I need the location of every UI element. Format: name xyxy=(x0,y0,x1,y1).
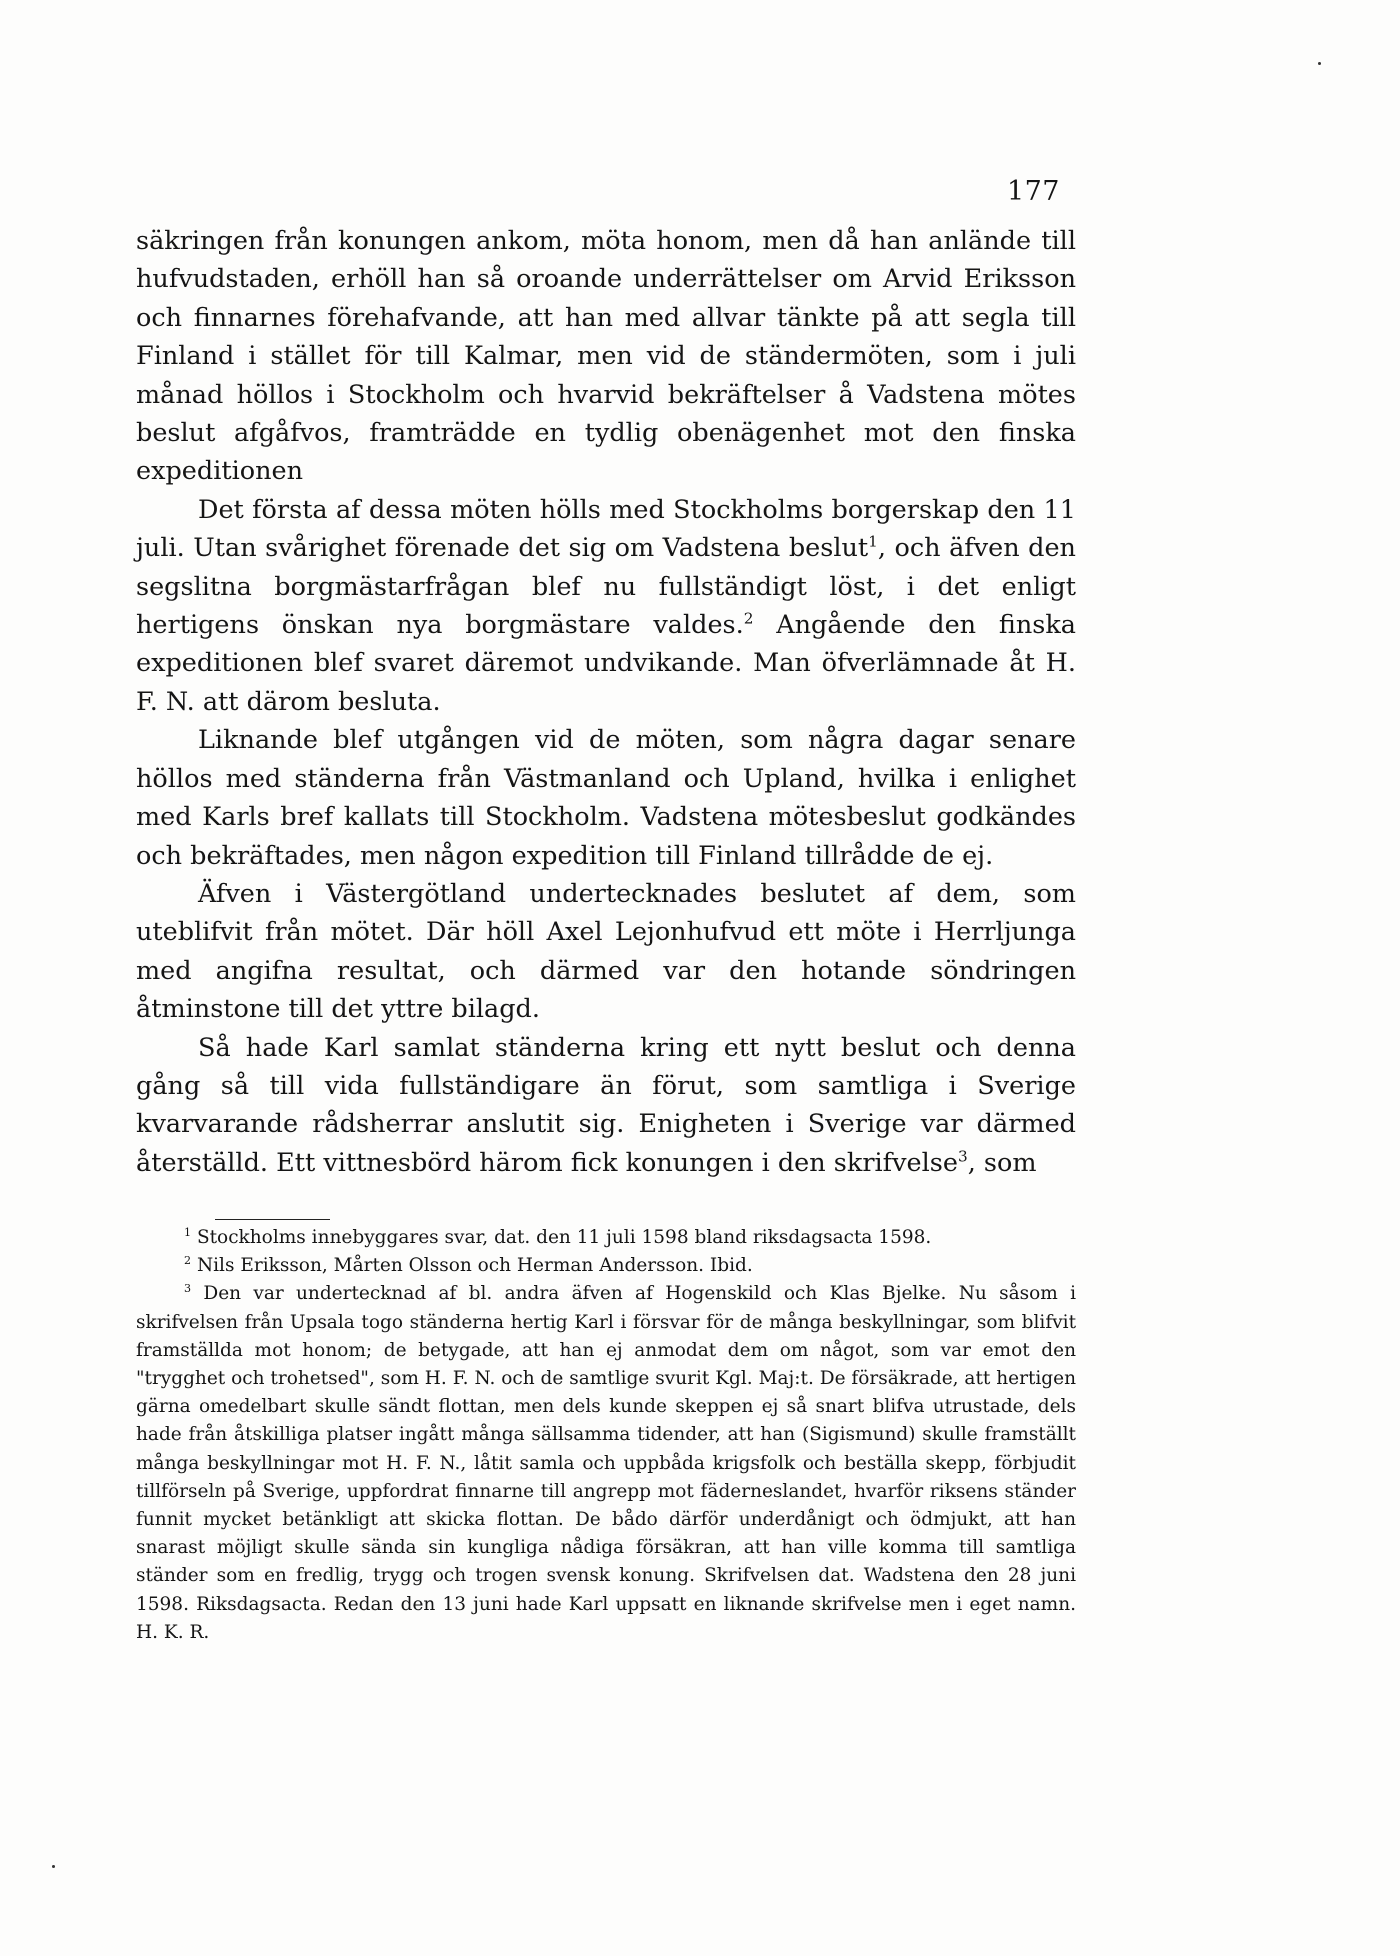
print-speck xyxy=(1318,62,1321,65)
paragraph-text: , och äfven den segslitna borgmästarfrågan blef nu fullständigt löst, i det enligt hertigens önskan nya borgmästare valdes. xyxy=(136,533,1076,641)
paragraph-5 xyxy=(136,1029,1076,1183)
footnote-mark: 1 xyxy=(184,1225,192,1239)
main-text xyxy=(136,222,1076,1182)
footnote-ref: 3 xyxy=(957,1147,968,1166)
footnote-3 xyxy=(136,1280,1076,1647)
page-number: 177 xyxy=(1006,176,1060,207)
paragraph-text: Äfven i Västergötland undertecknades beslutet af dem, som uteblifvit från mötet. Där höll Axel Lejonhufvud ett möte i Herrljunga med angifna resultat, och därmed var den hotande söndringen åtminstone till det yttre bilagd. xyxy=(136,878,1076,1025)
paragraph-text: Det första af dessa möten hölls med Stockholms borgerskap den 11 juli. Utan svårighet förenade det sig om Vadstena beslut xyxy=(136,494,1076,564)
footnote-text: Den var undertecknad af bl. andra äfven af Hogenskild och Klas Bjelke. Nu såsom i skrifvelsen från Upsala togo ständerna hertig Karl i försvar för de många beskyllningar, som blifvit framställda mot honom; de betygade, att han ej anmodat dem om något, som var emot den "trygghet och trohetsed", som H. F. N. och de samtlige svurit Kgl. Maj:t. De försäkrade, att hertigen gärna omedelbart skulle sändt flottan, men dels kunde skeppen ej så snart blifva utrustade, dels hade från åtskilliga platser ingått många sällsamma tidender, att han (Sigismund) skulle framställt många beskyllningar mot H. F. N., låtit samla och uppbåda krigsfolk och beställa skepp, förbjudit tillförseln på Sverige, uppfordrat finnarne till angrepp mot fäderneslandet, hvarför riksens ständer funnit mycket betänkligt att skicka flottan. De bådo därför underdånigt och ödmjukt, att han snarast möjligt skulle sända sin kungliga nådiga försäkran, att han ville komma till samtliga ständer som en fredlig, trygg och trogen svensk konung. Skrifvelsen dat. Wadstena den 28 juni 1598. Riksdagsacta. Redan den 13 juni hade Karl uppsatt en liknande skrifvelse men i eget namn. H. K. R. xyxy=(136,1283,1077,1643)
footnote-mark: 2 xyxy=(184,1254,192,1268)
footnote-mark: 3 xyxy=(184,1282,192,1296)
footnote-1 xyxy=(136,1224,1076,1252)
paragraph-3 xyxy=(136,721,1076,875)
paragraph-4 xyxy=(136,875,1076,1029)
paragraph-1 xyxy=(136,222,1076,491)
paragraph-2 xyxy=(136,491,1076,721)
footnote-text: Stockholms innebyggares svar, dat. den 11 juli 1598 bland riksdagsacta 1598. xyxy=(196,1227,932,1248)
paragraph-text: säkringen från konungen ankom, möta honom, men då han anlände till hufvudstaden, erhöll han så oroande underrättelser om Arvid Eriksson och finnarnes förehafvande, att han med allvar tänkte på att segla till Finland i stället för till Kalmar, men vid de ständermöten, som i juli månad höllos i Stockholm och hvarvid bekräftelser å Vadstena mötes beslut afgåfvos, framträdde en tydlig obenägenhet mot den finska expeditionen xyxy=(136,226,1076,487)
print-speck xyxy=(52,1865,55,1868)
footnotes xyxy=(136,1224,1076,1647)
paragraph-text: Liknande blef utgången vid de möten, som några dagar senare höllos med ständerna från Västmanland och Upland, hvilka i enlighet med Karls bref kallats till Stockholm. Vadstena mötesbeslut godkändes och bekräftades, men någon expedition till Finland tillrådde de ej. xyxy=(136,725,1076,871)
footnote-ref: 1 xyxy=(868,532,878,551)
footnote-divider xyxy=(215,1219,330,1220)
paragraph-text: Angående den finska expeditionen blef svaret däremot undvikande. Man öfverlämnade åt H. F. N. att därom besluta. xyxy=(136,610,1076,717)
footnote-text: Nils Eriksson, Mårten Olsson och Herman Andersson. Ibid. xyxy=(196,1255,753,1277)
paragraph-text: , som xyxy=(967,1147,1037,1178)
footnote-2 xyxy=(136,1252,1076,1280)
footnote-ref: 2 xyxy=(743,609,754,628)
paragraph-text: Så hade Karl samlat ständerna kring ett nytt beslut och denna gång så till vida fullständigare än förut, som samtliga i Sverige kvarvarande rådsherrar anslutit sig. Enigheten i Sverige var därmed återställd. Ett vittnesbörd härom fick konungen i den skrifvelse xyxy=(136,1032,1076,1178)
